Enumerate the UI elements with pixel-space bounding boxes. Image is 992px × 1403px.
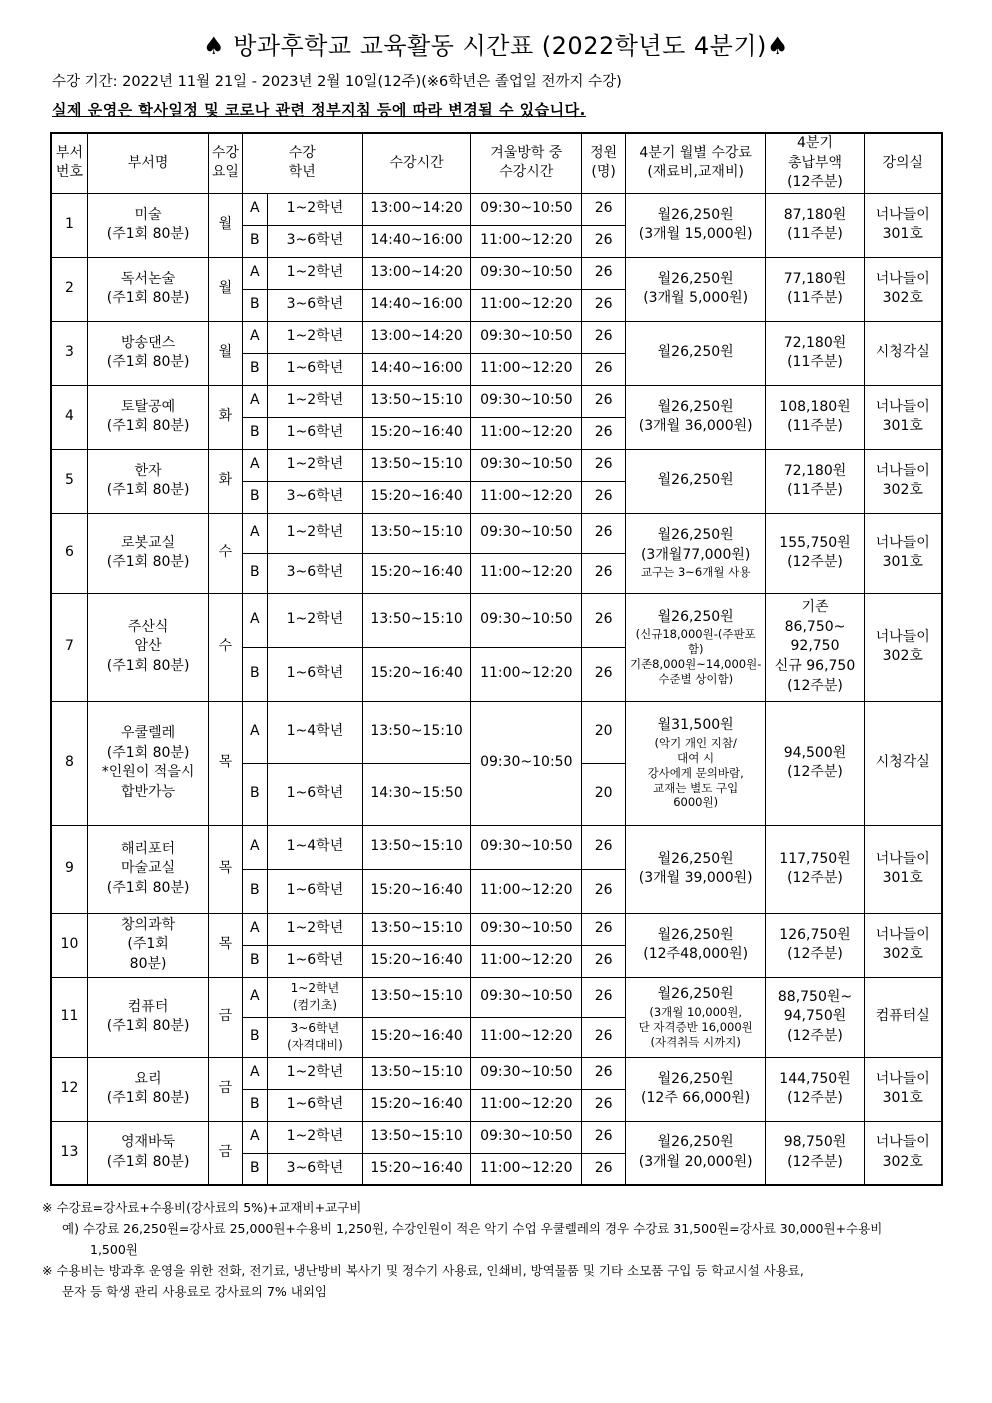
cell-capacity: 26 bbox=[582, 1121, 625, 1153]
cell-no: 6 bbox=[51, 513, 87, 593]
cell-grade: 1~6학년 bbox=[267, 417, 362, 449]
cell-capacity: 26 bbox=[582, 481, 625, 513]
cell-fee bbox=[625, 701, 766, 825]
cell-winter-time: 09:30~10:50 bbox=[471, 513, 582, 553]
fee-main: 월26,250원 (3개월 39,000원) bbox=[638, 850, 753, 887]
header-capacity: 정원 (명) bbox=[582, 133, 625, 193]
table-row bbox=[51, 321, 942, 353]
fee-note: (3개월 10,000원, 단 자격증반 16,000원 (자격취득 시까지) bbox=[638, 1004, 753, 1049]
cell-grade: 1~2학년 bbox=[267, 1057, 362, 1089]
cell-capacity: 26 bbox=[582, 913, 625, 945]
cell-dept: 해리포터 마술교실 (주1회 80분) bbox=[87, 825, 208, 913]
cell-capacity: 26 bbox=[582, 825, 625, 869]
cell-capacity: 26 bbox=[582, 977, 625, 1017]
cell-winter-time: 11:00~12:20 bbox=[471, 481, 582, 513]
cell-winter-time: 09:30~10:50 bbox=[471, 1121, 582, 1153]
cell-winter-time: 09:30~10:50 bbox=[471, 913, 582, 945]
cell-grade: 3~6학년 bbox=[267, 553, 362, 593]
header-fee: 4분기 월별 수강료 (재료비,교재비) bbox=[625, 133, 766, 193]
cell-grade: 1~6학년 bbox=[267, 763, 362, 825]
cell-day: 목 bbox=[209, 913, 242, 977]
cell-time: 15:20~16:40 bbox=[362, 1017, 470, 1057]
cell-winter-time: 11:00~12:20 bbox=[471, 1017, 582, 1057]
cell-time: 14:40~16:00 bbox=[362, 353, 470, 385]
cell-total: 94,500원 (12주분) bbox=[766, 701, 864, 825]
cell-time: 15:20~16:40 bbox=[362, 1089, 470, 1121]
cell-time: 15:20~16:40 bbox=[362, 553, 470, 593]
cell-grade: 3~6학년 (자격대비) bbox=[267, 1017, 362, 1057]
cell-section: A bbox=[242, 449, 267, 481]
fee-main: 월26,250원 bbox=[657, 472, 734, 489]
cell-grade: 1~2학년 bbox=[267, 385, 362, 417]
cell-winter-time: 11:00~12:20 bbox=[471, 417, 582, 449]
cell-winter-time: 11:00~12:20 bbox=[471, 945, 582, 977]
fee-main: 월26,250원 (3개월 36,000원) bbox=[638, 398, 753, 435]
cell-section: B bbox=[242, 553, 267, 593]
cell-fee bbox=[625, 977, 766, 1057]
cell-capacity: 26 bbox=[582, 385, 625, 417]
cell-winter-time: 11:00~12:20 bbox=[471, 225, 582, 257]
cell-fee bbox=[625, 193, 766, 257]
header-no: 부서 번호 bbox=[51, 133, 87, 193]
cell-room: 너나들이 301호 bbox=[864, 193, 942, 257]
cell-section: B bbox=[242, 481, 267, 513]
fee-main: 월26,250원 bbox=[657, 608, 734, 625]
cell-dept: 창의과학 (주1회 80분) bbox=[87, 913, 208, 977]
cell-capacity: 26 bbox=[582, 513, 625, 553]
cell-grade: 1~6학년 bbox=[267, 869, 362, 913]
cell-grade: 3~6학년 bbox=[267, 289, 362, 321]
cell-fee bbox=[625, 257, 766, 321]
cell-section: A bbox=[242, 193, 267, 225]
cell-capacity: 26 bbox=[582, 193, 625, 225]
footnote-example-cont: 1,500원 bbox=[90, 1242, 138, 1257]
cell-time: 15:20~16:40 bbox=[362, 1153, 470, 1185]
cell-time: 13:50~15:10 bbox=[362, 701, 470, 763]
cell-capacity: 26 bbox=[582, 353, 625, 385]
cell-capacity: 26 bbox=[582, 417, 625, 449]
footnote-usage-fee-cont: 문자 등 학생 관리 사용료로 강사료의 7% 내외임 bbox=[62, 1284, 327, 1299]
cell-section: B bbox=[242, 869, 267, 913]
fee-main: 월31,500원 bbox=[657, 717, 734, 734]
cell-room: 시청각실 bbox=[864, 321, 942, 385]
cell-fee bbox=[625, 913, 766, 977]
cell-section: B bbox=[242, 417, 267, 449]
cell-winter-time: 11:00~12:20 bbox=[471, 553, 582, 593]
cell-dept: 컴퓨터 (주1회 80분) bbox=[87, 977, 208, 1057]
cell-day: 금 bbox=[209, 977, 242, 1057]
cell-no: 9 bbox=[51, 825, 87, 913]
cell-dept: 방송댄스 (주1회 80분) bbox=[87, 321, 208, 385]
cell-grade: 1~2학년 bbox=[267, 257, 362, 289]
cell-capacity: 26 bbox=[582, 553, 625, 593]
cell-day: 월 bbox=[209, 257, 242, 321]
cell-section: B bbox=[242, 353, 267, 385]
cell-section: A bbox=[242, 1121, 267, 1153]
cell-time: 14:40~16:00 bbox=[362, 289, 470, 321]
cell-day: 금 bbox=[209, 1121, 242, 1185]
cell-winter-time: 11:00~12:20 bbox=[471, 647, 582, 701]
cell-total: 72,180원 (11주분) bbox=[766, 449, 864, 513]
header-room: 강의실 bbox=[864, 133, 942, 193]
cell-total: 117,750원 (12주분) bbox=[766, 825, 864, 913]
cell-capacity: 26 bbox=[582, 449, 625, 481]
cell-grade: 1~2학년 bbox=[267, 449, 362, 481]
cell-section: B bbox=[242, 1017, 267, 1057]
cell-no: 7 bbox=[51, 593, 87, 701]
cell-winter-time: 09:30~10:50 bbox=[471, 701, 582, 825]
cell-fee bbox=[625, 825, 766, 913]
cell-dept: 주산식 암산 (주1회 80분) bbox=[87, 593, 208, 701]
cell-fee bbox=[625, 593, 766, 701]
cell-capacity: 26 bbox=[582, 1017, 625, 1057]
cell-section: B bbox=[242, 289, 267, 321]
fee-main: 월26,250원 (3개월77,000원) bbox=[640, 527, 751, 563]
cell-section: A bbox=[242, 385, 267, 417]
header-total: 4분기 총납부액 (12주분) bbox=[766, 133, 864, 193]
cell-section: A bbox=[242, 321, 267, 353]
cell-grade: 1~2학년 bbox=[267, 513, 362, 553]
cell-time: 13:50~15:10 bbox=[362, 1121, 470, 1153]
cell-no: 10 bbox=[51, 913, 87, 977]
cell-time: 13:50~15:10 bbox=[362, 1057, 470, 1089]
cell-winter-time: 11:00~12:20 bbox=[471, 353, 582, 385]
cell-grade: 3~6학년 bbox=[267, 225, 362, 257]
table-row bbox=[51, 193, 942, 225]
cell-room: 너나들이 302호 bbox=[864, 449, 942, 513]
table-row bbox=[51, 977, 942, 1017]
cell-section: A bbox=[242, 913, 267, 945]
cell-capacity: 26 bbox=[582, 869, 625, 913]
cell-dept: 미술 (주1회 80분) bbox=[87, 193, 208, 257]
cell-time: 13:00~14:20 bbox=[362, 257, 470, 289]
cell-dept: 토탈공예 (주1회 80분) bbox=[87, 385, 208, 449]
table-row bbox=[51, 1121, 942, 1153]
cell-room: 컴퓨터실 bbox=[864, 977, 942, 1057]
operation-notice: 실제 운영은 학사일정 및 코로나 관련 정부지침 등에 따라 변경될 수 있습니다. bbox=[52, 101, 586, 119]
cell-time: 15:20~16:40 bbox=[362, 945, 470, 977]
fee-main: 월26,250원 (12주48,000원) bbox=[643, 926, 749, 963]
cell-fee bbox=[625, 385, 766, 449]
course-period: 수강 기간: 2022년 11월 21일 - 2023년 2월 10일(12주)(※6학년은 졸업일 전까지 수강) bbox=[52, 74, 622, 90]
cell-grade: 1~2학년 bbox=[267, 913, 362, 945]
cell-capacity: 20 bbox=[582, 763, 625, 825]
cell-fee bbox=[625, 449, 766, 513]
cell-no: 11 bbox=[51, 977, 87, 1057]
cell-grade: 1~2학년 bbox=[267, 593, 362, 647]
cell-dept: 우쿨렐레 (주1회 80분) *인원이 적을시 합반가능 bbox=[87, 701, 208, 825]
footnote-fee-formula: ※ 수강료=강사료+수용비(강사료의 5%)+교재비+교구비 bbox=[42, 1200, 362, 1215]
cell-section: A bbox=[242, 1057, 267, 1089]
footnote-example: 예) 수강료 26,250원=강사료 25,000원+수용비 1,250원, 수강인원이 적은 악기 수업 우쿨렐레의 경우 수강료 31,500원=강사료 30,000원+수용비 bbox=[62, 1221, 883, 1236]
cell-room: 너나들이 302호 bbox=[864, 593, 942, 701]
cell-capacity: 26 bbox=[582, 225, 625, 257]
cell-winter-time: 09:30~10:50 bbox=[471, 257, 582, 289]
table-row bbox=[51, 593, 942, 647]
table-row bbox=[51, 913, 942, 945]
cell-section: B bbox=[242, 945, 267, 977]
cell-total: 144,750원 (12주분) bbox=[766, 1057, 864, 1121]
cell-time: 15:20~16:40 bbox=[362, 481, 470, 513]
cell-grade: 1~6학년 bbox=[267, 945, 362, 977]
cell-total: 98,750원 (12주분) bbox=[766, 1121, 864, 1185]
cell-room: 너나들이 302호 bbox=[864, 257, 942, 321]
cell-winter-time: 11:00~12:20 bbox=[471, 869, 582, 913]
footnotes bbox=[42, 1197, 957, 1302]
cell-time: 13:50~15:10 bbox=[362, 449, 470, 481]
cell-capacity: 26 bbox=[582, 1089, 625, 1121]
cell-section: B bbox=[242, 1089, 267, 1121]
cell-winter-time: 09:30~10:50 bbox=[471, 977, 582, 1017]
cell-no: 1 bbox=[51, 193, 87, 257]
cell-fee bbox=[625, 321, 766, 385]
cell-winter-time: 11:00~12:20 bbox=[471, 289, 582, 321]
fee-main: 월26,250원 (12주 66,000원) bbox=[641, 1070, 751, 1107]
table-row bbox=[51, 1057, 942, 1089]
cell-day: 목 bbox=[209, 701, 242, 825]
cell-capacity: 26 bbox=[582, 257, 625, 289]
cell-grade: 1~6학년 bbox=[267, 647, 362, 701]
cell-section: B bbox=[242, 225, 267, 257]
cell-day: 월 bbox=[209, 321, 242, 385]
cell-section: A bbox=[242, 513, 267, 553]
cell-grade: 1~4학년 bbox=[267, 701, 362, 763]
cell-winter-time: 09:30~10:50 bbox=[471, 193, 582, 225]
cell-day: 금 bbox=[209, 1057, 242, 1121]
cell-total: 77,180원 (11주분) bbox=[766, 257, 864, 321]
table-row bbox=[51, 257, 942, 289]
cell-winter-time: 09:30~10:50 bbox=[471, 449, 582, 481]
cell-section: A bbox=[242, 701, 267, 763]
cell-capacity: 26 bbox=[582, 1153, 625, 1185]
cell-winter-time: 09:30~10:50 bbox=[471, 1057, 582, 1089]
cell-dept: 로봇교실 (주1회 80분) bbox=[87, 513, 208, 593]
fee-main: 월26,250원 (3개월 5,000원) bbox=[643, 270, 749, 307]
cell-day: 화 bbox=[209, 385, 242, 449]
cell-time: 13:50~15:10 bbox=[362, 513, 470, 553]
cell-total: 126,750원 (12주분) bbox=[766, 913, 864, 977]
cell-grade: 1~4학년 bbox=[267, 825, 362, 869]
cell-time: 13:50~15:10 bbox=[362, 593, 470, 647]
cell-dept: 요리 (주1회 80분) bbox=[87, 1057, 208, 1121]
cell-grade: 1~2학년 bbox=[267, 1121, 362, 1153]
cell-total: 72,180원 (11주분) bbox=[766, 321, 864, 385]
cell-time: 14:30~15:50 bbox=[362, 763, 470, 825]
cell-winter-time: 09:30~10:50 bbox=[471, 385, 582, 417]
cell-grade: 1~6학년 bbox=[267, 1089, 362, 1121]
cell-winter-time: 11:00~12:20 bbox=[471, 1153, 582, 1185]
cell-fee bbox=[625, 1057, 766, 1121]
cell-section: B bbox=[242, 647, 267, 701]
cell-grade: 1~2학년 (컴기초) bbox=[267, 977, 362, 1017]
cell-room: 시청각실 bbox=[864, 701, 942, 825]
table-row bbox=[51, 385, 942, 417]
cell-grade: 1~6학년 bbox=[267, 353, 362, 385]
cell-no: 12 bbox=[51, 1057, 87, 1121]
page-title: ♠ 방과후학교 교육활동 시간표 (2022학년도 4분기)♠ bbox=[203, 32, 789, 60]
cell-room: 너나들이 301호 bbox=[864, 1057, 942, 1121]
header-winter-time: 겨울방학 중 수강시간 bbox=[471, 133, 582, 193]
cell-no: 8 bbox=[51, 701, 87, 825]
cell-total: 기존 86,750~ 92,750 신규 96,750 (12주분) bbox=[766, 593, 864, 701]
cell-fee bbox=[625, 513, 766, 593]
table-row bbox=[51, 513, 942, 553]
cell-time: 13:00~14:20 bbox=[362, 321, 470, 353]
cell-capacity: 26 bbox=[582, 945, 625, 977]
cell-total: 155,750원 (12주분) bbox=[766, 513, 864, 593]
cell-time: 13:50~15:10 bbox=[362, 825, 470, 869]
cell-time: 13:50~15:10 bbox=[362, 913, 470, 945]
cell-room: 너나들이 301호 bbox=[864, 385, 942, 449]
cell-section: A bbox=[242, 257, 267, 289]
cell-time: 13:50~15:10 bbox=[362, 385, 470, 417]
cell-section: A bbox=[242, 977, 267, 1017]
cell-section: A bbox=[242, 825, 267, 869]
cell-day: 월 bbox=[209, 193, 242, 257]
cell-time: 14:40~16:00 bbox=[362, 225, 470, 257]
cell-section: A bbox=[242, 593, 267, 647]
fee-note: (신규18,000원-(주판포함) 기존8,000원~14,000원-수준별 상이함) bbox=[629, 627, 762, 687]
header-day: 수강 요일 bbox=[209, 133, 242, 193]
cell-capacity: 26 bbox=[582, 289, 625, 321]
cell-day: 수 bbox=[209, 513, 242, 593]
cell-day: 수 bbox=[209, 593, 242, 701]
cell-no: 5 bbox=[51, 449, 87, 513]
cell-time: 13:00~14:20 bbox=[362, 193, 470, 225]
footnote-usage-fee: ※ 수용비는 방과후 운영을 위한 전화, 전기료, 냉난방비 복사기 및 정수기 사용료, 인쇄비, 방역물품 및 기타 소모품 구입 등 학교시설 사용료, bbox=[42, 1263, 804, 1278]
cell-no: 2 bbox=[51, 257, 87, 321]
cell-total: 108,180원 (11주분) bbox=[766, 385, 864, 449]
cell-capacity: 26 bbox=[582, 647, 625, 701]
cell-no: 4 bbox=[51, 385, 87, 449]
cell-time: 15:20~16:40 bbox=[362, 869, 470, 913]
cell-winter-time: 09:30~10:50 bbox=[471, 825, 582, 869]
cell-fee bbox=[625, 1121, 766, 1185]
fee-main: 월26,250원 bbox=[657, 986, 734, 1003]
table-row bbox=[51, 825, 942, 869]
table-row bbox=[51, 449, 942, 481]
cell-capacity: 26 bbox=[582, 321, 625, 353]
cell-total: 88,750원~ 94,750원 (12주분) bbox=[766, 977, 864, 1057]
fee-note: 교구는 3~6개월 사용 bbox=[641, 565, 751, 580]
cell-room: 너나들이 301호 bbox=[864, 513, 942, 593]
cell-grade: 1~2학년 bbox=[267, 321, 362, 353]
cell-no: 13 bbox=[51, 1121, 87, 1185]
fee-main: 월26,250원 bbox=[657, 344, 734, 361]
cell-day: 목 bbox=[209, 825, 242, 913]
cell-time: 15:20~16:40 bbox=[362, 417, 470, 449]
cell-time: 15:20~16:40 bbox=[362, 647, 470, 701]
fee-note: (악기 개인 지참/ 대여 시 강사에게 문의바람, 교재는 별도 구입 6000원) bbox=[647, 735, 744, 810]
table-row bbox=[51, 701, 942, 763]
fee-main: 월26,250원 (3개월 20,000원) bbox=[638, 1134, 753, 1171]
cell-capacity: 26 bbox=[582, 593, 625, 647]
cell-no: 3 bbox=[51, 321, 87, 385]
fee-main: 월26,250원 (3개월 15,000원) bbox=[638, 206, 753, 243]
cell-dept: 한자 (주1회 80분) bbox=[87, 449, 208, 513]
cell-section: B bbox=[242, 1153, 267, 1185]
header-grade: 수강 학년 bbox=[242, 133, 362, 193]
schedule-table bbox=[50, 132, 943, 1186]
cell-day: 화 bbox=[209, 449, 242, 513]
cell-room: 너나들이 302호 bbox=[864, 913, 942, 977]
cell-capacity: 26 bbox=[582, 1057, 625, 1089]
cell-winter-time: 11:00~12:20 bbox=[471, 1089, 582, 1121]
cell-grade: 3~6학년 bbox=[267, 481, 362, 513]
cell-room: 너나들이 301호 bbox=[864, 825, 942, 913]
cell-grade: 1~2학년 bbox=[267, 193, 362, 225]
cell-winter-time: 09:30~10:50 bbox=[471, 593, 582, 647]
cell-time: 13:50~15:10 bbox=[362, 977, 470, 1017]
cell-dept: 독서논술 (주1회 80분) bbox=[87, 257, 208, 321]
cell-winter-time: 09:30~10:50 bbox=[471, 321, 582, 353]
cell-section: B bbox=[242, 763, 267, 825]
header-time: 수강시간 bbox=[362, 133, 470, 193]
cell-capacity: 20 bbox=[582, 701, 625, 763]
cell-dept: 영재바둑 (주1회 80분) bbox=[87, 1121, 208, 1185]
header-dept: 부서명 bbox=[87, 133, 208, 193]
cell-grade: 3~6학년 bbox=[267, 1153, 362, 1185]
cell-total: 87,180원 (11주분) bbox=[766, 193, 864, 257]
cell-room: 너나들이 302호 bbox=[864, 1121, 942, 1185]
